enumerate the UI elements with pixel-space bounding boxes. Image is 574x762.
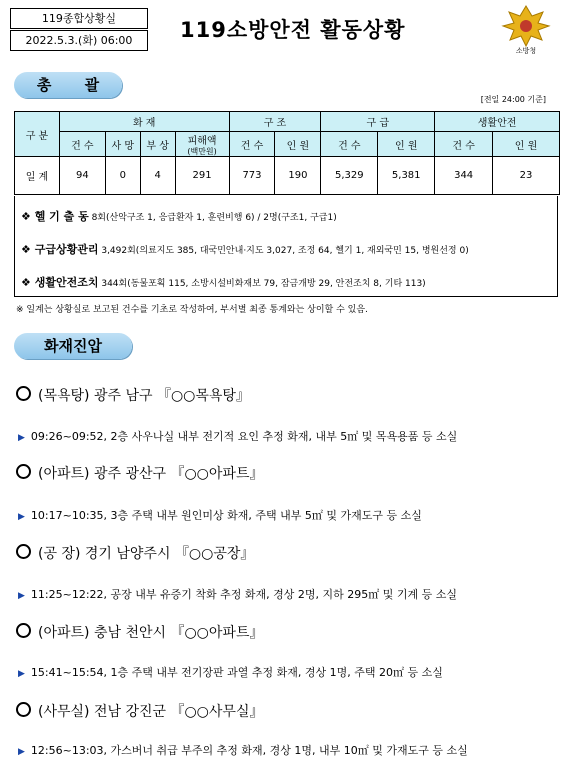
incident-title: (사무실) 전남 강진군 『○○사무실』	[16, 701, 263, 721]
incident-title: (아파트) 광주 광산구 『○○아파트』	[16, 463, 263, 483]
note-text: 3,492회(의료지도 385, 대국민안내·지도 3,027, 조정 64, 헬기 1, 재외국민 15, 병원선정 0)	[101, 246, 469, 256]
note-text: 344회(동물포획 115, 소방시설비화재보 79, 잠금개방 29, 안전조치 8, 기타 113)	[101, 279, 426, 289]
incident-title: (목욕탕) 광주 남구 『○○목욕탕』	[16, 385, 250, 405]
header-rescue-count: 건 수	[229, 132, 275, 157]
department-label: 119종합상황실	[10, 8, 148, 29]
header-damage-unit: (백만원)	[187, 147, 217, 156]
header-ems-persons: 인 원	[378, 132, 435, 157]
incident-title: (공 장) 경기 남양주시 『○○공장』	[16, 543, 254, 563]
header-rescue-persons: 인 원	[275, 132, 321, 157]
header-safety-persons: 인 원	[493, 132, 560, 157]
note-helicopter: ❖ 헬 기 출 동 8회(산악구조 1, 응급환자 1, 훈련비행 6) / 2명(구조1, 구급1)	[21, 210, 337, 223]
fire-death: 0	[105, 157, 140, 195]
fire-damage: 291	[175, 157, 229, 195]
incident-detail: ▶ 10:17~10:35, 3층 주택 내부 원인미상 화재, 주택 내부 5㎡ 및 가재도구 등 소실	[18, 509, 422, 522]
triangle-bullet-icon: ▶	[18, 669, 25, 679]
basis-time: [전일 24:00 기준]	[480, 95, 546, 104]
fire-injury: 4	[140, 157, 175, 195]
incident-detail: ▶ 15:41~15:54, 1층 주택 내부 전기장판 과열 추정 화재, 경상 1명, 주택 20㎡ 등 소실	[18, 666, 443, 679]
note-title: 생활안전조치	[34, 276, 99, 289]
triangle-bullet-icon: ▶	[18, 512, 25, 522]
page-title: 119소방안전 활동상황	[180, 18, 406, 42]
circle-bullet-icon	[16, 544, 31, 559]
note-safety-actions: ❖ 생활안전조치 344회(동물포획 115, 소방시설비화재보 79, 잠금개방 29, 안전조치 8, 기타 113)	[21, 276, 426, 289]
ems-persons: 5,381	[378, 157, 435, 195]
rescue-count: 773	[229, 157, 275, 195]
header-fire-damage	[175, 132, 229, 157]
incident-detail: ▶ 09:26~09:52, 2층 사우나실 내부 전기적 요인 추정 화재, 내부 5㎡ 및 목욕용품 등 소실	[18, 430, 458, 443]
incident-detail: ▶ 12:56~13:03, 가스버너 취급 부주의 추정 화재, 경상 1명, 내부 10㎡ 및 가재도구 등 소실	[18, 744, 468, 757]
header-fire-injury: 부 상	[140, 132, 175, 157]
note-ems-management: ❖ 구급상황관리 3,492회(의료지도 385, 대국민안내·지도 3,027, 조정 64, 헬기 1, 재외국민 15, 병원선정 0)	[21, 243, 469, 256]
incident-detail: ▶ 11:25~12:22, 공장 내부 유증기 착화 추정 화재, 경상 2명, 지하 295㎡ 및 기계 등 소실	[18, 588, 457, 601]
summary-section-label: 총 괄	[14, 72, 122, 98]
summary-table	[14, 111, 560, 195]
report-date: 2022.5.3.(화) 06:00	[10, 30, 148, 51]
triangle-bullet-icon: ▶	[18, 747, 25, 757]
header-fire-death: 사 망	[105, 132, 140, 157]
svg-text:소방청: 소방청	[515, 47, 537, 54]
row-label: 일 계	[15, 157, 60, 195]
incident-title: (아파트) 충남 천안시 『○○아파트』	[16, 622, 263, 642]
header-rescue: 구 조	[229, 112, 321, 132]
caveat-note: ※ 일계는 상황실로 보고된 건수를 기초로 작성하여, 부서별 최종 통계와는 상이할 수 있음.	[16, 305, 368, 315]
header-safety-count: 건 수	[435, 132, 493, 157]
circle-bullet-icon	[16, 386, 31, 401]
header-ems-count: 건 수	[321, 132, 378, 157]
fire-count: 94	[59, 157, 105, 195]
rescue-persons: 190	[275, 157, 321, 195]
header-fire-count: 건 수	[59, 132, 105, 157]
circle-bullet-icon	[16, 623, 31, 638]
note-title: 헬 기 출 동	[34, 210, 89, 223]
header-ems: 구 급	[321, 112, 435, 132]
circle-bullet-icon	[16, 702, 31, 717]
header-category: 구 분	[15, 112, 60, 157]
summary-notes	[14, 196, 558, 297]
circle-bullet-icon	[16, 464, 31, 479]
safety-persons: 23	[493, 157, 560, 195]
triangle-bullet-icon: ▶	[18, 433, 25, 443]
fire-agency-logo	[496, 2, 556, 54]
safety-count: 344	[435, 157, 493, 195]
triangle-bullet-icon: ▶	[18, 591, 25, 601]
header-safety: 생활안전	[435, 112, 560, 132]
header-damage-label: 피해액	[187, 136, 217, 147]
note-text: 8회(산악구조 1, 응급환자 1, 훈련비행 6) / 2명(구조1, 구급1)	[91, 213, 337, 223]
header-fire: 화 재	[59, 112, 229, 132]
ems-count: 5,329	[321, 157, 378, 195]
fire-section-label: 화재진압	[14, 333, 132, 359]
note-title: 구급상황관리	[34, 243, 99, 256]
